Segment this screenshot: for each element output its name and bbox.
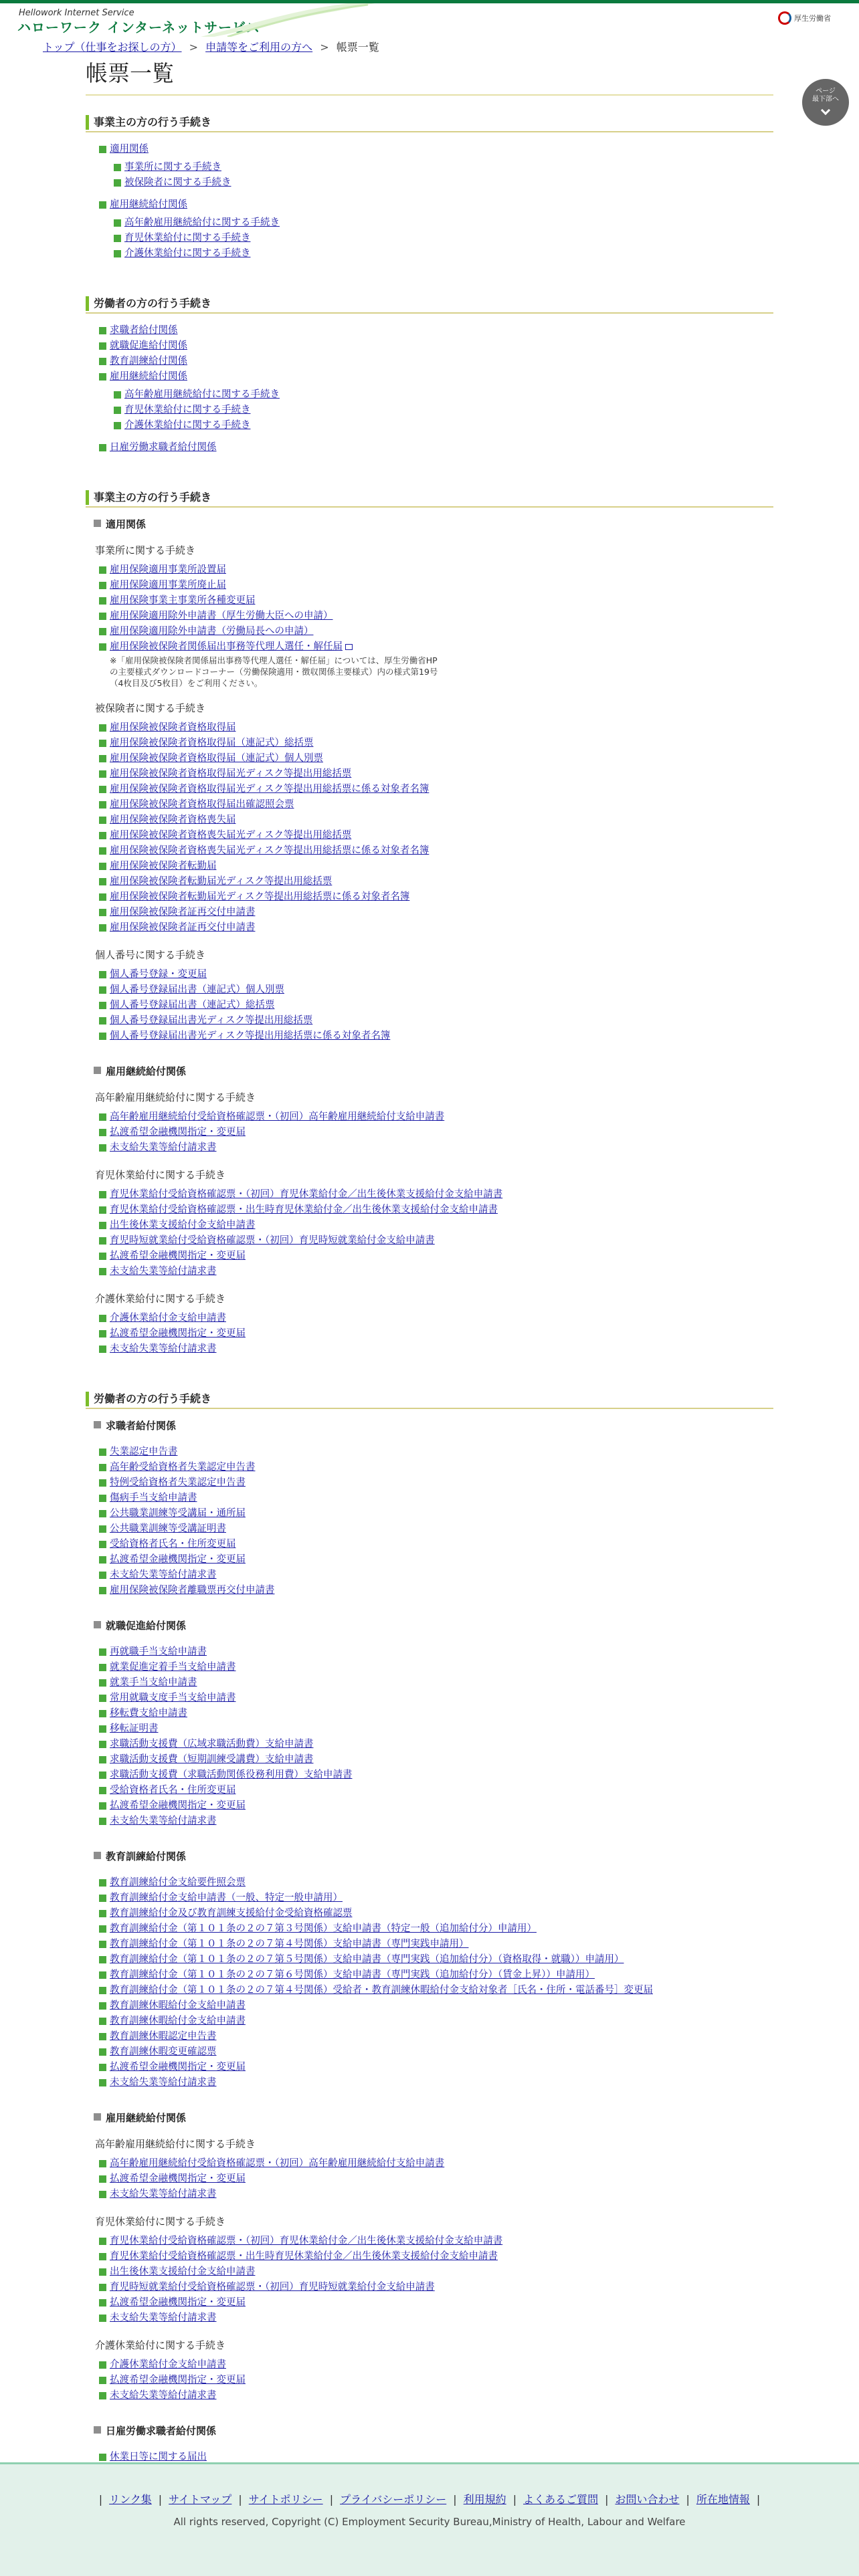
subsection-heading: 日雇労働求職者給付関係 bbox=[94, 2424, 773, 2438]
list-item bbox=[99, 1506, 773, 1521]
breadcrumb-link-top[interactable]: トップ（仕事をお探しの方） bbox=[43, 41, 182, 53]
logo-english[interactable]: Hellowork Internet Service bbox=[19, 8, 134, 18]
form-link[interactable]: 払渡希望金融機関指定・変更届 bbox=[110, 1251, 246, 1261]
footer-divider: | bbox=[238, 2493, 242, 2506]
form-link[interactable]: 教育訓練給付金（第１０１条の２の７第５号関係）支給申請書（専門実践（追加給付分）（資格取得・就職））申請用） bbox=[110, 1954, 624, 1965]
worker-detail-section bbox=[86, 1390, 773, 2496]
list-item bbox=[99, 2014, 773, 2029]
list-item bbox=[99, 1752, 773, 1767]
list-item bbox=[114, 215, 773, 231]
mhlw-emblem-icon bbox=[778, 11, 791, 25]
form-list bbox=[99, 1875, 773, 2090]
list-item bbox=[99, 2029, 773, 2044]
form-link[interactable]: 未支給失業等給付請求書 bbox=[110, 2077, 217, 2088]
list-item bbox=[99, 1783, 773, 1798]
list-item bbox=[99, 2171, 773, 2187]
form-link[interactable]: 雇用保険被保険者資格喪失届光ディスク等提出用総括票 bbox=[110, 830, 352, 841]
list-item bbox=[99, 2060, 773, 2075]
chevron-down-icon bbox=[821, 106, 830, 115]
form-link[interactable]: 就業手当支給申請書 bbox=[110, 1677, 197, 1688]
list-item bbox=[99, 2156, 773, 2171]
form-link[interactable]: 個人番号登録届出書（連記式）総括票 bbox=[110, 1000, 275, 1010]
list-item bbox=[99, 828, 773, 843]
footer-divider: | bbox=[605, 2493, 609, 2506]
form-link[interactable]: 雇用保険適用事業所設置届 bbox=[110, 564, 226, 575]
list-item bbox=[99, 1767, 773, 1783]
external-link-icon bbox=[345, 644, 353, 650]
mhlw-logo[interactable] bbox=[778, 11, 831, 25]
form-link[interactable]: 教育訓練給付金支給申請書（一般、特定一般申請用） bbox=[110, 1893, 343, 1903]
note-line: （4枚目及び5枚目）をご利用ください。 bbox=[110, 678, 263, 688]
breadcrumb-separator: > bbox=[320, 41, 329, 53]
anchor-link[interactable]: 雇用継続給付関係 bbox=[110, 371, 187, 382]
list-item bbox=[99, 639, 773, 655]
group-heading: 個人番号に関する手続き bbox=[95, 949, 206, 961]
list-item bbox=[99, 338, 773, 354]
list-item bbox=[114, 403, 773, 418]
footer-link[interactable]: サイトマップ bbox=[169, 2493, 232, 2506]
list-item bbox=[99, 1013, 773, 1029]
breadcrumb-separator: > bbox=[189, 41, 199, 53]
list-item bbox=[99, 1660, 773, 1675]
form-link[interactable]: 教育訓練給付金支給要件照会票 bbox=[110, 1877, 246, 1888]
list-item bbox=[99, 889, 773, 905]
list-item bbox=[99, 1983, 773, 1998]
footer-link[interactable]: プライバシーポリシー bbox=[340, 2493, 447, 2506]
site-header bbox=[0, 3, 859, 37]
list-item bbox=[99, 813, 773, 828]
footer-link[interactable]: お問い合わせ bbox=[615, 2493, 680, 2506]
list-item bbox=[99, 1491, 773, 1506]
list-item bbox=[99, 1218, 773, 1233]
form-link[interactable]: 未支給失業等給付請求書 bbox=[110, 2189, 217, 2199]
list-item bbox=[99, 1341, 773, 1357]
form-link[interactable]: 教育訓練給付金及び教育訓練支援給付金受給資格確認票 bbox=[110, 1908, 353, 1919]
form-link[interactable]: 雇用保険被保険者転勤届 bbox=[110, 861, 217, 871]
form-link[interactable]: 出生後休業支援給付金支給申請書 bbox=[110, 2266, 256, 2277]
group-heading: 育児休業給付に関する手続き bbox=[95, 2216, 226, 2228]
form-link[interactable]: 教育訓練給付金（第１０１条の２の７第４号関係）支給申請書（専門実践申請用） bbox=[110, 1939, 469, 1949]
anchor-link[interactable]: 就職促進給付関係 bbox=[110, 340, 187, 351]
form-link[interactable]: 個人番号登録届出書（連記式）個人別票 bbox=[110, 984, 284, 995]
form-link[interactable]: 高年齢雇用継続給付受給資格確認票・（初回）高年齢雇用継続給付支給申請書 bbox=[110, 2158, 445, 2169]
subsection-heading: 就職促進給付関係 bbox=[94, 1618, 773, 1632]
footer-divider: | bbox=[756, 2493, 761, 2506]
list-item bbox=[99, 1202, 773, 1218]
footer-divider: | bbox=[512, 2493, 517, 2506]
form-link[interactable]: 雇用保険被保険者資格喪失届 bbox=[110, 815, 236, 825]
form-link[interactable]: 個人番号登録届出書光ディスク等提出用総括票 bbox=[110, 1015, 313, 1026]
group-heading: 事業所に関する手続き bbox=[95, 544, 196, 556]
form-link[interactable]: 育児休業給付受給資格確認票・出生時育児休業給付金／出生後休業支援給付金支給申請書 bbox=[110, 1204, 498, 1215]
form-link[interactable]: 高年齢雇用継続給付受給資格確認票・（初回）高年齢雇用継続給付支給申請書 bbox=[110, 1111, 445, 1122]
form-link[interactable]: 教育訓練休暇給付金支給申請書 bbox=[110, 2016, 246, 2026]
list-item bbox=[99, 1249, 773, 1264]
form-link[interactable]: 払渡希望金融機関指定・変更届 bbox=[110, 1800, 246, 1811]
form-list bbox=[99, 720, 773, 936]
header-swoosh-graphic bbox=[201, 3, 375, 37]
form-link[interactable]: 個人番号登録届出書光ディスク等提出用総括票に係る対象者名簿 bbox=[110, 1031, 391, 1041]
list-item bbox=[99, 1691, 773, 1706]
footer-link[interactable]: 所在地情報 bbox=[696, 2493, 750, 2506]
list-item bbox=[99, 920, 773, 936]
form-link[interactable]: 払渡希望金融機関指定・変更届 bbox=[110, 1328, 246, 1339]
list-item bbox=[99, 578, 773, 593]
section-heading: 事業主の方の行う手続き bbox=[86, 114, 773, 132]
anchor-link[interactable]: 日雇労働求職者給付関係 bbox=[110, 442, 217, 453]
list-item bbox=[99, 2280, 773, 2295]
list-item bbox=[99, 1444, 773, 1460]
list-item bbox=[99, 2373, 773, 2388]
form-link[interactable]: 移転費支給申請書 bbox=[110, 1708, 187, 1719]
group-heading: 育児休業給付に関する手続き bbox=[95, 1169, 226, 1181]
breadcrumb-current: 帳票一覧 bbox=[336, 41, 379, 53]
form-list bbox=[99, 1444, 773, 1598]
footer-divider: | bbox=[686, 2493, 690, 2506]
footer-divider: | bbox=[453, 2493, 457, 2506]
group-heading: 介護休業給付に関する手続き bbox=[95, 1293, 226, 1305]
form-list bbox=[99, 2357, 773, 2403]
list-item bbox=[99, 859, 773, 874]
form-link[interactable]: 未支給失業等給付請求書 bbox=[110, 1816, 217, 1826]
section-heading: 労働者の方の行う手続き bbox=[86, 1390, 773, 1409]
summary-worker-list bbox=[99, 323, 773, 455]
form-link[interactable]: 雇用保険被保険者資格取得届 bbox=[110, 722, 236, 733]
logo-japanese[interactable]: ハローワーク インターネットサービス bbox=[17, 19, 261, 35]
note-line: ※「雇用保険被保険者関係届出事務等代理人選任・解任届」については、厚生労働省HP bbox=[110, 655, 438, 665]
form-link[interactable]: 払渡希望金融機関指定・変更届 bbox=[110, 2297, 246, 2308]
form-list bbox=[99, 2234, 773, 2326]
form-note bbox=[110, 655, 773, 689]
list-item bbox=[99, 1921, 773, 1937]
anchor-link[interactable]: 高年齢雇用継続給付に関する手続き bbox=[124, 389, 280, 400]
form-link[interactable]: 失業認定申告書 bbox=[110, 1446, 178, 1457]
form-link[interactable]: 未支給失業等給付請求書 bbox=[110, 1266, 217, 1277]
list-item bbox=[99, 2075, 773, 2090]
form-link[interactable]: 高年齢受給資格者失業認定申告書 bbox=[110, 1462, 256, 1473]
list-item bbox=[99, 1737, 773, 1752]
note-line: の主要様式ダウンロードコーナー（労働保険適用・徴収関係主要様式）内の様式第19号 bbox=[110, 667, 438, 677]
form-link[interactable]: 雇用保険被保険者資格取得届（連記式）総括票 bbox=[110, 738, 314, 748]
form-link[interactable]: 公共職業訓練等受講証明書 bbox=[110, 1523, 226, 1534]
form-link[interactable]: 求職活動支援費（広域求職活動費）支給申請書 bbox=[110, 1739, 314, 1749]
form-link[interactable]: 雇用保険被保険者転勤届光ディスク等提出用総括票 bbox=[110, 876, 332, 887]
list-item bbox=[99, 905, 773, 920]
form-link[interactable]: 雇用保険適用除外申請書（労働局長への申請） bbox=[110, 626, 314, 637]
subsection-heading: 適用関係 bbox=[94, 517, 773, 531]
form-link[interactable]: 公共職業訓練等受講届・通所届 bbox=[110, 1508, 246, 1519]
form-link[interactable]: 傷病手当支給申請書 bbox=[110, 1493, 197, 1503]
form-link[interactable]: 払渡希望金融機関指定・変更届 bbox=[110, 2375, 246, 2385]
group-heading: 高年齢雇用継続給付に関する手続き bbox=[95, 2138, 256, 2150]
anchor-link[interactable]: 求職者給付関係 bbox=[110, 325, 178, 336]
list-item bbox=[99, 782, 773, 797]
list-item bbox=[114, 418, 773, 433]
breadcrumb bbox=[43, 39, 379, 54]
form-link[interactable]: 雇用保険被保険者資格取得届出確認照会票 bbox=[110, 799, 294, 810]
list-item bbox=[99, 1140, 773, 1156]
subsection-heading: 教育訓練給付関係 bbox=[94, 1849, 773, 1863]
list-item bbox=[99, 2187, 773, 2202]
list-item bbox=[99, 323, 773, 338]
anchor-link[interactable]: 介護休業給付に関する手続き bbox=[124, 248, 251, 259]
footer-divider: | bbox=[158, 2493, 163, 2506]
list-item bbox=[99, 1568, 773, 1583]
footer-link[interactable]: リンク集 bbox=[109, 2493, 152, 2506]
form-link[interactable]: 雇用保険被保険者転勤届光ディスク等提出用総括票に係る対象者名簿 bbox=[110, 891, 410, 902]
list-item bbox=[99, 1109, 773, 1125]
form-link[interactable]: 受給資格者氏名・住所変更届 bbox=[110, 1539, 236, 1549]
form-link[interactable]: 雇用保険被保険者離職票再交付申請書 bbox=[110, 1585, 275, 1596]
list-item bbox=[99, 369, 773, 433]
form-link[interactable]: 未支給失業等給付請求書 bbox=[110, 1142, 217, 1153]
list-item bbox=[99, 1706, 773, 1721]
footer-link[interactable]: サイトポリシー bbox=[248, 2493, 323, 2506]
subsection-heading: 求職者給付関係 bbox=[94, 1418, 773, 1432]
list-item bbox=[99, 2264, 773, 2280]
footer-link[interactable]: 利用規約 bbox=[463, 2493, 506, 2506]
list-item bbox=[99, 197, 773, 261]
summary-employer-list bbox=[99, 142, 773, 261]
list-item bbox=[114, 387, 773, 403]
list-item bbox=[99, 1952, 773, 1967]
list-item bbox=[99, 2388, 773, 2403]
list-item bbox=[99, 2357, 773, 2373]
form-list bbox=[99, 562, 773, 655]
list-item bbox=[99, 1906, 773, 1921]
form-list bbox=[99, 967, 773, 1044]
list-item bbox=[99, 736, 773, 751]
anchor-link[interactable]: 事業所に関する手続き bbox=[124, 162, 221, 173]
list-item bbox=[99, 1814, 773, 1829]
form-link[interactable]: 特例受給資格者失業認定申告書 bbox=[110, 1477, 246, 1488]
form-link[interactable]: 雇用保険被保険者証再交付申請書 bbox=[110, 907, 256, 918]
subsection-heading: 雇用継続給付関係 bbox=[94, 1064, 773, 1078]
form-link[interactable]: 雇用保険被保険者資格取得届光ディスク等提出用総括票に係る対象者名簿 bbox=[110, 784, 430, 794]
form-link[interactable]: 受給資格者氏名・住所変更届 bbox=[110, 1785, 236, 1796]
list-item bbox=[99, 766, 773, 782]
list-item bbox=[99, 1675, 773, 1691]
form-link[interactable]: 介護休業給付金支給申請書 bbox=[110, 1313, 226, 1323]
list-item bbox=[99, 982, 773, 998]
list-item bbox=[99, 354, 773, 369]
form-list bbox=[99, 1109, 773, 1156]
list-item bbox=[99, 1264, 773, 1279]
list-item bbox=[99, 1311, 773, 1326]
list-item bbox=[99, 1187, 773, 1202]
list-item bbox=[99, 1967, 773, 1983]
form-link[interactable]: 移転証明書 bbox=[110, 1723, 159, 1734]
form-link[interactable]: 教育訓練休暇認定申告書 bbox=[110, 2031, 217, 2042]
list-item bbox=[99, 843, 773, 859]
form-link[interactable]: 教育訓練休暇給付金支給申請書 bbox=[110, 2000, 246, 2011]
footer-divider: | bbox=[98, 2493, 103, 2506]
form-link[interactable]: 就業促進定着手当支給申請書 bbox=[110, 1662, 236, 1673]
list-item bbox=[99, 1583, 773, 1598]
form-link[interactable]: 未支給失業等給付請求書 bbox=[110, 1570, 217, 1580]
copyright-text: All rights reserved, Copyright (C) Employment Security Bureau,Ministry of Health, Labour and Welfare bbox=[173, 2516, 686, 2528]
form-link[interactable]: 求職活動支援費（短期訓練受講費）支給申請書 bbox=[110, 1754, 314, 1765]
section-heading: 労働者の方の行う手続き bbox=[86, 295, 773, 314]
group-heading: 介護休業給付に関する手続き bbox=[95, 2339, 226, 2351]
form-link[interactable]: 育児時短就業給付受給資格確認票・（初回）育児時短就業給付金支給申請書 bbox=[110, 1235, 435, 1246]
form-link[interactable]: 教育訓練給付金（第１０１条の２の７第６号関係）支給申請書（専門実践（追加給付分）（賃金上昇））申請用） bbox=[110, 1969, 595, 1980]
list-item bbox=[99, 1875, 773, 1891]
form-link[interactable]: 再就職手当支給申請書 bbox=[110, 1646, 207, 1657]
list-item bbox=[114, 160, 773, 175]
list-item bbox=[99, 797, 773, 813]
list-item bbox=[99, 1644, 773, 1660]
form-link[interactable]: 常用就職支度手当支給申請書 bbox=[110, 1693, 236, 1703]
breadcrumb-link-applications[interactable]: 申請等をご利用の方へ bbox=[205, 41, 313, 53]
anchor-link[interactable]: 介護休業給付に関する手続き bbox=[124, 420, 251, 431]
scroll-to-bottom-button[interactable] bbox=[802, 79, 849, 126]
group-heading: 高年齢雇用継続給付に関する手続き bbox=[95, 1091, 256, 1103]
list-item bbox=[99, 2249, 773, 2264]
form-link[interactable]: 払渡希望金融機関指定・変更届 bbox=[110, 2062, 246, 2072]
summary-worker-section bbox=[86, 295, 773, 455]
list-item bbox=[99, 1537, 773, 1552]
form-link[interactable]: 未支給失業等給付請求書 bbox=[110, 2313, 217, 2323]
section-heading: 事業主の方の行う手続き bbox=[86, 489, 773, 508]
form-link[interactable]: 雇用保険被保険者資格取得届（連記式）個人別票 bbox=[110, 753, 323, 764]
list-item bbox=[99, 751, 773, 766]
form-link[interactable]: 育児休業給付受給資格確認票・（初回）育児休業給付金／出生後休業支援給付金支給申請書 bbox=[110, 1189, 503, 1200]
form-link[interactable]: 雇用保険被保険者証再交付申請書 bbox=[110, 922, 256, 933]
list-item bbox=[99, 609, 773, 624]
scroll-button-label-2: 最下部へ bbox=[812, 96, 839, 103]
list-item bbox=[114, 175, 773, 191]
list-item bbox=[99, 1125, 773, 1140]
subsection-heading: 雇用継続給付関係 bbox=[94, 2111, 773, 2125]
list-item bbox=[99, 2044, 773, 2060]
list-item bbox=[99, 1521, 773, 1537]
form-list bbox=[99, 1187, 773, 1279]
list-item bbox=[99, 440, 773, 455]
form-link[interactable]: 休業日等に関する届出 bbox=[110, 2452, 207, 2462]
scroll-button-label-1: ページ bbox=[816, 88, 836, 95]
form-list bbox=[99, 1644, 773, 1829]
list-item bbox=[99, 2311, 773, 2326]
list-item bbox=[99, 1475, 773, 1491]
list-item bbox=[99, 1326, 773, 1341]
form-link[interactable]: 求職活動支援費（求職活動関係役務利用費）支給申請書 bbox=[110, 1769, 353, 1780]
list-item bbox=[99, 593, 773, 609]
list-item bbox=[99, 1998, 773, 2014]
form-link[interactable]: 育児時短就業給付受給資格確認票・（初回）育児時短就業給付金支給申請書 bbox=[110, 2282, 435, 2292]
mhlw-label: 厚生労働省 bbox=[794, 14, 831, 23]
list-item bbox=[99, 624, 773, 639]
form-link[interactable]: 育児休業給付受給資格確認票・（初回）育児休業給付金／出生後休業支援給付金支給申請書 bbox=[110, 2236, 503, 2246]
list-item bbox=[99, 1937, 773, 1952]
list-item bbox=[99, 1552, 773, 1568]
anchor-link[interactable]: 育児休業給付に関する手続き bbox=[124, 233, 251, 243]
form-link[interactable]: 教育訓練給付金（第１０１条の２の７第４号関係）受給者・教育訓練休暇給付金支給対象者［氏名・住所・電話番号］変更届 bbox=[110, 1985, 653, 1996]
summary-employer-section bbox=[86, 114, 773, 261]
form-link[interactable]: 出生後休業支援給付金支給申請書 bbox=[110, 1220, 256, 1230]
anchor-link[interactable]: 教育訓練給付関係 bbox=[110, 356, 187, 366]
list-item bbox=[99, 998, 773, 1013]
form-link[interactable]: 教育訓練給付金（第１０１条の２の７第３号関係）支給申請書（特定一般（追加給付分）申請用） bbox=[110, 1923, 537, 1934]
form-link[interactable]: 雇用保険適用事業所廃止届 bbox=[110, 580, 226, 591]
group-heading: 被保険者に関する手続き bbox=[95, 702, 206, 714]
footer-link[interactable]: よくあるご質問 bbox=[523, 2493, 599, 2506]
list-item bbox=[99, 720, 773, 736]
form-link[interactable]: 雇用保険被保険者資格取得届光ディスク等提出用総括票 bbox=[110, 768, 352, 779]
footer-divider: | bbox=[329, 2493, 334, 2506]
list-item bbox=[99, 967, 773, 982]
anchor-link[interactable]: 被保険者に関する手続き bbox=[124, 177, 231, 188]
form-list bbox=[99, 2156, 773, 2202]
form-link[interactable]: 教育訓練休暇変更確認票 bbox=[110, 2046, 217, 2057]
form-link[interactable]: 未支給失業等給付請求書 bbox=[110, 1344, 217, 1354]
employer-detail-section bbox=[86, 489, 773, 1357]
form-link[interactable]: 払渡希望金融機関指定・変更届 bbox=[110, 1554, 246, 1565]
form-link[interactable]: 払渡希望金融機関指定・変更届 bbox=[110, 2173, 246, 2184]
anchor-link[interactable]: 雇用継続給付関係 bbox=[110, 199, 187, 210]
list-item bbox=[99, 1891, 773, 1906]
form-link[interactable]: 雇用保険被保険者関係届出事務等代理人選任・解任届 bbox=[110, 641, 343, 652]
title-divider bbox=[86, 94, 773, 96]
form-link[interactable]: 育児休業給付受給資格確認票・出生時育児休業給付金／出生後休業支援給付金支給申請書 bbox=[110, 2251, 498, 2262]
list-item bbox=[99, 1233, 773, 1249]
list-item bbox=[99, 562, 773, 578]
list-item bbox=[99, 874, 773, 889]
list-item bbox=[99, 142, 773, 191]
list-item bbox=[99, 2295, 773, 2311]
list-item bbox=[114, 246, 773, 261]
main-content bbox=[86, 107, 773, 2496]
form-link[interactable]: 個人番号登録・変更届 bbox=[110, 969, 207, 980]
form-link[interactable]: 雇用保険被保険者資格喪失届光ディスク等提出用総括票に係る対象者名簿 bbox=[110, 845, 430, 856]
page-title: 帳票一覧 bbox=[86, 60, 174, 86]
list-item bbox=[99, 1798, 773, 1814]
form-link[interactable]: 未支給失業等給付請求書 bbox=[110, 2390, 217, 2401]
list-item bbox=[99, 1460, 773, 1475]
list-item bbox=[99, 1721, 773, 1737]
footer-links bbox=[0, 2491, 859, 2506]
form-link[interactable]: 払渡希望金融機関指定・変更届 bbox=[110, 1127, 246, 1138]
form-link[interactable]: 雇用保険適用除外申請書（厚生労働大臣への申請） bbox=[110, 611, 333, 621]
list-item bbox=[114, 231, 773, 246]
anchor-link[interactable]: 高年齢雇用継続給付に関する手続き bbox=[124, 217, 280, 228]
form-link[interactable]: 雇用保険事業主事業所各種変更届 bbox=[110, 595, 256, 606]
list-item bbox=[99, 2234, 773, 2249]
form-link[interactable]: 介護休業給付金支給申請書 bbox=[110, 2359, 226, 2370]
anchor-link[interactable]: 適用関係 bbox=[110, 144, 149, 154]
list-item bbox=[99, 1029, 773, 1044]
site-footer bbox=[0, 2462, 859, 2576]
form-list bbox=[99, 1311, 773, 1357]
anchor-link[interactable]: 育児休業給付に関する手続き bbox=[124, 405, 251, 415]
